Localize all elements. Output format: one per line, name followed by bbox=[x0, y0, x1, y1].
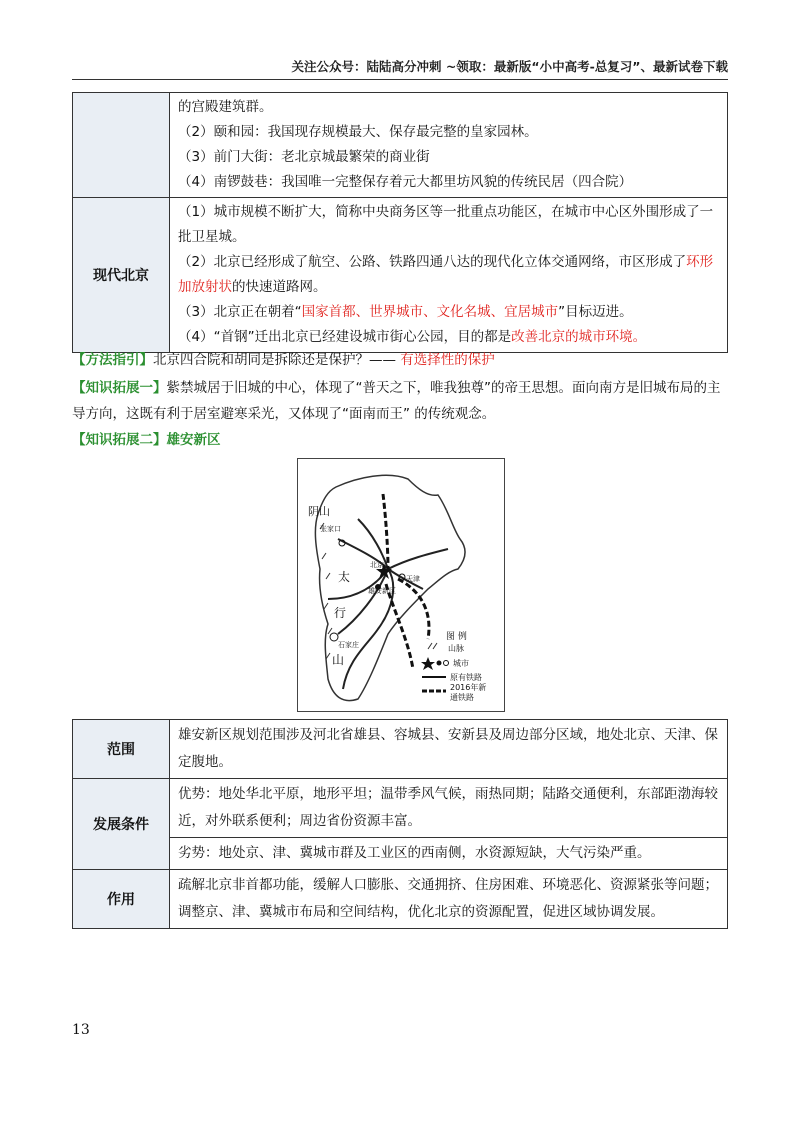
table-row bbox=[73, 838, 728, 870]
new-railway-line bbox=[386, 584, 413, 669]
railway-line bbox=[388, 549, 448, 569]
text: （3）北京正在朝着“ bbox=[178, 304, 302, 320]
ext1-tag: 【知识拓展一】 bbox=[72, 380, 167, 396]
row-label-conditions: 发展条件 bbox=[73, 779, 170, 870]
legend-railway-new-label-1: 2016年新 bbox=[450, 683, 487, 692]
highlight-text: 环形加放射状 bbox=[178, 254, 714, 295]
mountain-icon bbox=[428, 643, 437, 649]
table-row bbox=[73, 779, 728, 838]
text: （4）“首钢”迁出北京已经建设城市街心公园，目的都是 bbox=[178, 329, 512, 345]
method-text: 北京四合院和胡同是拆除还是保护？—— bbox=[153, 352, 396, 368]
page-header: 关注公众号：陆陆高分冲刺 ~领取：最新版“小中高考-总复习”、最新试卷下载 bbox=[291, 59, 728, 74]
list-item: （3）前门大街：老北京城最繁荣的商业街 bbox=[178, 149, 430, 165]
header-rule bbox=[72, 79, 728, 80]
beijing-table bbox=[72, 92, 728, 353]
modern-beijing-content bbox=[170, 198, 728, 353]
list-item: 的宫殿建筑群。 bbox=[178, 99, 273, 115]
map-label-hang: 行 bbox=[334, 606, 347, 620]
legend-railway-old-label: 原有铁路 bbox=[450, 673, 482, 682]
method-answer: 有选择性的保护 bbox=[400, 352, 495, 368]
legend-railway-new-label-2: 通铁路 bbox=[450, 693, 474, 702]
list-item bbox=[178, 250, 719, 300]
highlight-text: 改善北京的城市环境。 bbox=[511, 329, 647, 345]
row-label-empty bbox=[73, 93, 170, 198]
map-label-shijiazhuang: 石家庄 bbox=[338, 641, 359, 649]
city-icon bbox=[444, 661, 449, 666]
legend-city: 城市 bbox=[453, 659, 469, 668]
map-label-yinshan: 阴山 bbox=[308, 505, 330, 518]
ext2-tag: 【知识拓展二】雄安新区 bbox=[72, 432, 221, 448]
ext1-text: 紫禁城居于旧城的中心，体现了“普天之下，唯我独尊”的帝王思想。面向南方是旧城布局的主导方向，这既有利于居室避寒采光，又体现了“面南而王” 的传统观念。 bbox=[72, 380, 721, 422]
knowledge-ext-1 bbox=[72, 375, 728, 427]
text: ”目标迈进。 bbox=[558, 304, 633, 320]
text: 的快速道路网。 bbox=[232, 279, 327, 295]
table-row bbox=[73, 720, 728, 779]
list-item: （4）南锣鼓巷：我国唯一完整保存着元大都里坊风貌的传统民居（四合院） bbox=[178, 174, 633, 190]
map-label-xiongan: 雄安新区 bbox=[368, 587, 396, 595]
map-label-shan: 山 bbox=[332, 653, 345, 667]
table-row bbox=[73, 93, 728, 198]
role-content: 疏解北京非首都功能，缓解人口膨胀、交通拥挤、住房困难、环境恶化、资源紧张等问题；调整京、津、冀城市布局和空间结构，优化北京的资源配置，促进区域协调发展。 bbox=[170, 870, 728, 929]
advantages-content: 优势：地处华北平原，地形平坦；温带季风气候，雨热同期；陆路交通便利，东部距渤海较近，对外联系便利；周边省份资源丰富。 bbox=[170, 779, 728, 838]
highlight-text: 国家首都、世界城市、文化名城、宜居城市 bbox=[301, 304, 559, 320]
text: （2）北京已经形成了航空、公路、铁路四通八达的现代化立体交通网络，市区形成了 bbox=[178, 254, 687, 270]
map-label-zhangjiakou: 张家口 bbox=[320, 525, 341, 533]
method-guide bbox=[72, 347, 728, 373]
list-item bbox=[178, 300, 719, 325]
legend-title: 图 例 bbox=[446, 632, 467, 642]
city-icon bbox=[330, 633, 338, 641]
xiongan-table bbox=[72, 719, 728, 929]
table-row bbox=[73, 198, 728, 353]
legend-mountain: 山脉 bbox=[448, 644, 464, 653]
row-label-role: 作用 bbox=[73, 870, 170, 929]
method-tag: 【方法指引】 bbox=[72, 352, 153, 368]
star-icon bbox=[421, 657, 435, 670]
page-number: 13 bbox=[72, 1022, 90, 1038]
old-beijing-content bbox=[170, 93, 728, 198]
list-item: （2）颐和园：我国现存规模最大、保存最完整的皇家园林。 bbox=[178, 124, 538, 140]
city-icon bbox=[437, 661, 442, 666]
xiongan-map bbox=[297, 458, 505, 712]
map-label-tai: 太 bbox=[338, 570, 351, 584]
scope-content: 雄安新区规划范围涉及河北省雄县、容城县、安新县及周边部分区域，地处北京、天津、保定腹地。 bbox=[170, 720, 728, 779]
map-label-tianjin: 天津 bbox=[406, 575, 420, 583]
row-label-scope: 范围 bbox=[73, 720, 170, 779]
map-label-beijing: 北京 bbox=[370, 561, 384, 569]
row-label-modern-beijing: 现代北京 bbox=[73, 198, 170, 353]
knowledge-ext-2 bbox=[72, 427, 728, 453]
disadvantages-content: 劣势：地处京、津、冀城市群及工业区的西南侧，水资源短缺，大气污染严重。 bbox=[170, 838, 728, 870]
list-item: （1）城市规模不断扩大，简称中央商务区等一批重点功能区，在城市中心区外围形成了一批卫星城。 bbox=[178, 204, 714, 245]
table-row bbox=[73, 870, 728, 929]
